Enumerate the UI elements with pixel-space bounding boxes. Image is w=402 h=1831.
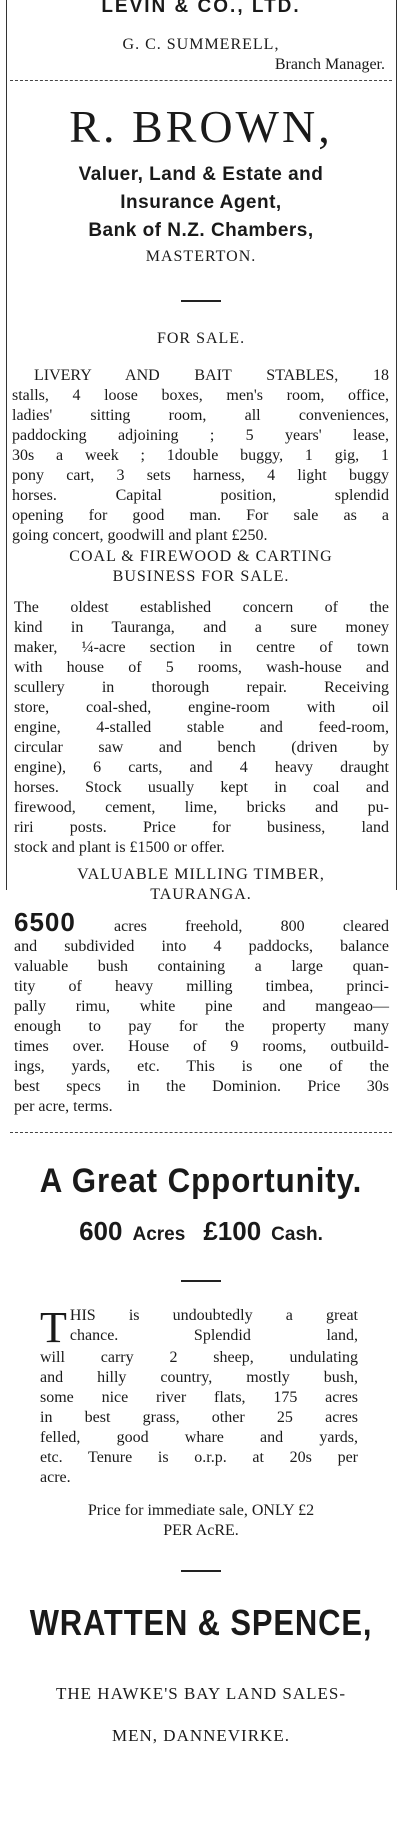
section-divider — [10, 1132, 392, 1133]
brown-line-3: Bank of N.Z. Chambers, — [88, 220, 314, 241]
acres-number: 600 — [79, 1216, 123, 1246]
timber-paragraph — [14, 907, 389, 1117]
manager-name: G. C. SUMMERELL, — [122, 36, 280, 53]
coal-line: kind in Tauranga, and a sure money — [14, 619, 389, 636]
drop-cap: T — [40, 1303, 67, 1352]
opportunity-line: and hilly country, mostly bush, — [40, 1369, 358, 1386]
timber-first-line — [14, 907, 389, 937]
coal-line: store, coal-shed, engine-room with oil — [14, 699, 389, 716]
short-divider — [181, 300, 221, 302]
timber-line: acres freehold, 800 cleared — [114, 918, 389, 935]
manager-title: Branch Manager. — [274, 56, 385, 73]
timber-heading-1: VALUABLE MILLING TIMBER, — [77, 866, 325, 883]
livery-line: pony cart, 3 sets harness, 4 light buggy — [12, 467, 389, 484]
timber-line: ings, yards, etc. This is one of the — [14, 1058, 389, 1075]
opportunity-line: HIS is undoubtedly a great — [69, 1307, 358, 1324]
opportunity-line: etc. Tenure is o.r.p. at 20s per — [40, 1449, 358, 1466]
livery-line: stalls, 4 loose boxes, men's room, office, — [12, 387, 389, 404]
livery-line: going concert, goodwill and plant £250. — [12, 527, 268, 544]
coal-line: horses. Stock usually kept in coal and — [14, 779, 389, 796]
opportunity-line: some nice river flats, 175 acres — [40, 1389, 358, 1406]
livery-paragraph — [12, 366, 389, 546]
coal-line: circular saw and bench (driven by — [14, 739, 389, 756]
livery-line: ladies' sitting room, all conveniences, — [12, 407, 389, 424]
timber-line: tity of heavy milling timbea, princi- — [14, 978, 389, 995]
coal-line: The oldest established concern of the — [14, 599, 389, 616]
for-sale-heading: FOR SALE. — [156, 330, 246, 347]
wratten-line-2: MEN, DANNEVIRKE. — [112, 1726, 290, 1745]
coal-line: scullery in thorough repair. Receiving — [14, 679, 389, 696]
coal-paragraph — [14, 598, 389, 858]
coal-line: stock and plant is £1500 or offer. — [14, 839, 225, 856]
acres-label: Acres — [132, 1224, 186, 1245]
coal-line: firewood, cement, lime, bricks and pu- — [14, 799, 389, 816]
timber-acres-number: 6500 — [14, 907, 76, 937]
timber-line: and subdivided into 4 paddocks, balance — [14, 938, 389, 955]
timber-line: valuable bush containing a large quan- — [14, 958, 389, 975]
timber-line: times over. House of 9 rooms, outbuild- — [14, 1038, 389, 1055]
coal-heading-2: BUSINESS FOR SALE. — [112, 568, 290, 585]
brown-line-2: Insurance Agent, — [120, 192, 282, 213]
opportunity-line: chance. Splendid land, — [69, 1327, 358, 1344]
brown-name: R. BROWN, — [69, 101, 333, 152]
opportunity-subheading — [0, 1216, 402, 1247]
timber-heading-2: TAURANGA. — [150, 886, 252, 903]
section-divider — [10, 80, 392, 81]
opportunity-line: felled, good whare and yards, — [40, 1429, 358, 1446]
cash-label: Cash. — [271, 1224, 323, 1245]
brown-town: MASTERTON. — [145, 248, 257, 265]
opportunity-line: acre. — [40, 1469, 71, 1486]
livery-line: horses. Capital position, splendid — [12, 487, 389, 504]
wratten-line-1: THE HAWKE'S BAY LAND SALES- — [56, 1684, 346, 1703]
coal-line: maker, ¼-acre section in centre of town — [14, 639, 389, 656]
timber-line: pally rimu, white pine and mangeao— — [14, 998, 389, 1015]
price-line-1: Price for immediate sale, ONLY £2 — [87, 1502, 315, 1519]
opportunity-line: will carry 2 sheep, undulating — [40, 1349, 358, 1366]
levin-company-name: LEVIN & CO., LTD. — [101, 0, 301, 17]
short-divider — [181, 1570, 221, 1572]
wratten-name: WRATTEN & SPENCE, — [29, 1602, 373, 1643]
timber-line: per acre, terms. — [14, 1098, 113, 1115]
brown-line-1: Valuer, Land & Estate and — [78, 164, 324, 185]
livery-line: opening for good man. For sale as a — [12, 507, 389, 524]
timber-line: best specs in the Dominion. Price 30s — [14, 1078, 389, 1095]
coal-line: with house of 5 rooms, wash-house and — [14, 659, 389, 676]
livery-line: LIVERY AND BAIT STABLES, 18 — [34, 367, 389, 384]
coal-line: engine, 4-stalled stable and feed-room, — [14, 719, 389, 736]
price-amount: £100 — [203, 1216, 262, 1246]
short-divider — [181, 1280, 221, 1282]
opportunity-line: in best grass, other 25 acres — [40, 1409, 358, 1426]
timber-line: enough to pay for the property many — [14, 1018, 389, 1035]
coal-line: riri posts. Price for business, land — [14, 819, 389, 836]
livery-line: paddocking adjoining ; 5 years' lease, — [12, 427, 389, 444]
livery-line: 30s a week ; 1double buggy, 1 gig, 1 — [12, 447, 389, 464]
opportunity-headline: A Great Cpportunity. — [39, 1162, 363, 1200]
price-line-2: PER AcRE. — [163, 1522, 239, 1539]
opportunity-body — [40, 1303, 358, 1488]
coal-heading-1: COAL & FIREWOOD & CARTING — [69, 548, 333, 565]
coal-line: engine), 6 carts, and 4 heavy draught — [14, 759, 389, 776]
